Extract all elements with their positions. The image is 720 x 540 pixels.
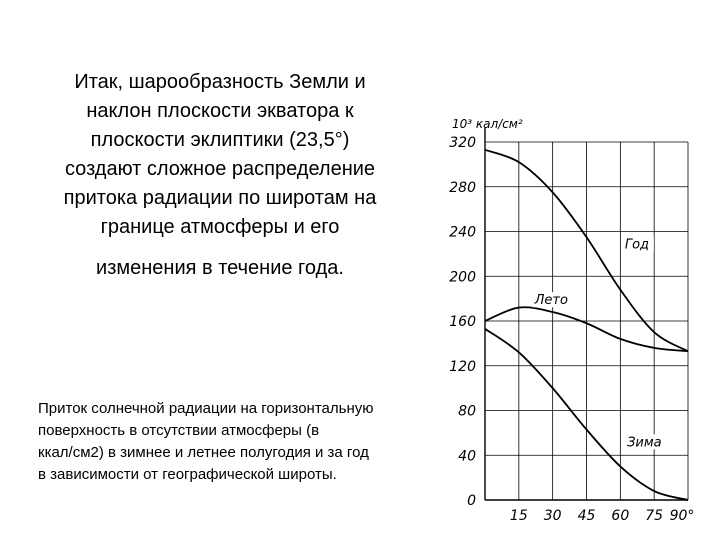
x-tick-label: 15 [509, 508, 528, 524]
y-tick-label: 40 [458, 448, 476, 465]
main-text-line: плоскости эклиптики (23,5°) [90, 129, 350, 151]
series-label-winter: Зима [627, 435, 662, 451]
y-axis-label: 10³ кал/см² [452, 117, 523, 131]
caption-line: Приток солнечной радиации на горизонтальную [38, 400, 374, 417]
series-label-summer: Лето [534, 293, 568, 309]
x-tick-label: 75 [645, 508, 664, 524]
main-text-line: Итак, шарообразность Земли и [74, 71, 366, 93]
y-tick-label: 320 [449, 135, 476, 151]
x-tick-label: 90° [669, 508, 695, 524]
y-tick-label: 120 [449, 358, 476, 375]
main-text-line: изменения в течение года. [96, 257, 344, 279]
caption-line: ккал/см2) в зимнее и летнее полугодия и за год [38, 444, 369, 461]
y-tick-label: 0 [467, 493, 476, 509]
caption-line: в зависимости от географической широты. [38, 466, 337, 483]
x-tick-label: 45 [577, 508, 596, 524]
main-text-line: притока радиации по широтам на [63, 187, 377, 209]
y-tick-label: 160 [449, 314, 476, 330]
caption-line: поверхность в отсутствии атмосферы (в [38, 422, 320, 439]
y-tick-label: 80 [458, 403, 476, 420]
main-text-line: границе атмосферы и его [100, 216, 340, 238]
y-tick-label: 280 [449, 179, 476, 196]
x-tick-label: 60 [611, 508, 630, 524]
main-text-line: создают сложное распределение [64, 158, 376, 180]
y-tick-label: 240 [449, 224, 476, 241]
x-tick-label: 30 [543, 508, 562, 524]
y-tick-label: 200 [449, 269, 476, 286]
main-text-line: наклон плоскости экватора к [86, 100, 354, 122]
series-label-year: Год [624, 237, 650, 253]
